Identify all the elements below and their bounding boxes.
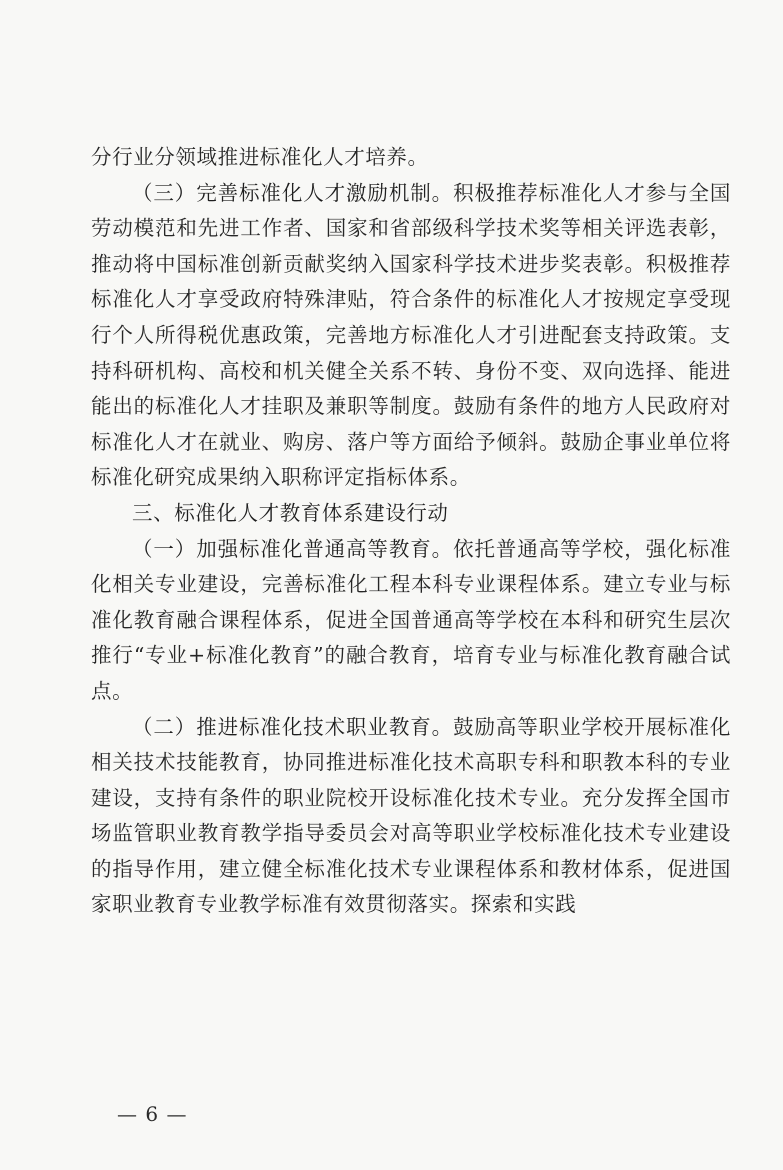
- page-number: — 6 —: [117, 1102, 188, 1126]
- document-body: [91, 140, 731, 923]
- paragraph-text: 鼓励高等职业学校开展标准化相关技术技能教育，协同推进标准化技术高职专科和职教本科的专业建设，支持有条件的职业院校开设标准化技术专业。充分发挥全国市场监管职业教育教学指导委员会对高等职业学校标准化技术专业建设的指导作用，建立健全标准化技术专业课程体系和教材体系，促进国家职业教育专业教学标准有效贯彻落实。探索和实践: [91, 714, 732, 917]
- paragraph-text: 分行业分领域推进标准化人才培养。: [91, 145, 429, 169]
- section-heading: 三、标准化人才教育体系建设行动: [132, 500, 449, 525]
- paragraph-continuation: [91, 140, 731, 176]
- paragraph-lead: （二）推进标准化技术职业教育。: [132, 714, 454, 739]
- paragraph-text: 依托普通高等学校，强化标准化相关专业建设，完善标准化工程本科专业课程体系。建立专业与标准化教育融合课程体系，促进全国普通高等学校在本科和研究生层次推行“专业+标准化教育”的融合教育，培育专业与标准化教育融合试点。: [91, 536, 732, 703]
- paragraph-incentive-mechanism: [91, 176, 731, 496]
- paragraph-higher-education: [91, 532, 731, 710]
- paragraph-lead: （一）加强标准化普通高等教育。: [132, 536, 454, 561]
- paragraph-text: 积极推荐标准化人才参与全国劳动模范和先进工作者、国家和省部级科学技术奖等相关评选表彰，推动将中国标准创新贡献奖纳入国家科学技术进步奖表彰。积极推荐标准化人才享受政府特殊津贴，符合条件的标准化人才按规定享受现行个人所得税优惠政策，完善地方标准化人才引进配套支持政策。支持科研机构、高校和机关健全关系不转、身份不变、双向选择、能进能出的标准化人才挂职及兼职等制度。鼓励有条件的地方人民政府对标准化人才在就业、购房、落户等方面给予倾斜。鼓励企事业单位将标准化研究成果纳入职称评定指标体系。: [91, 180, 732, 490]
- paragraph-vocational-education: [91, 710, 731, 924]
- paragraph-lead: （三）完善标准化人才激励机制。: [132, 180, 454, 205]
